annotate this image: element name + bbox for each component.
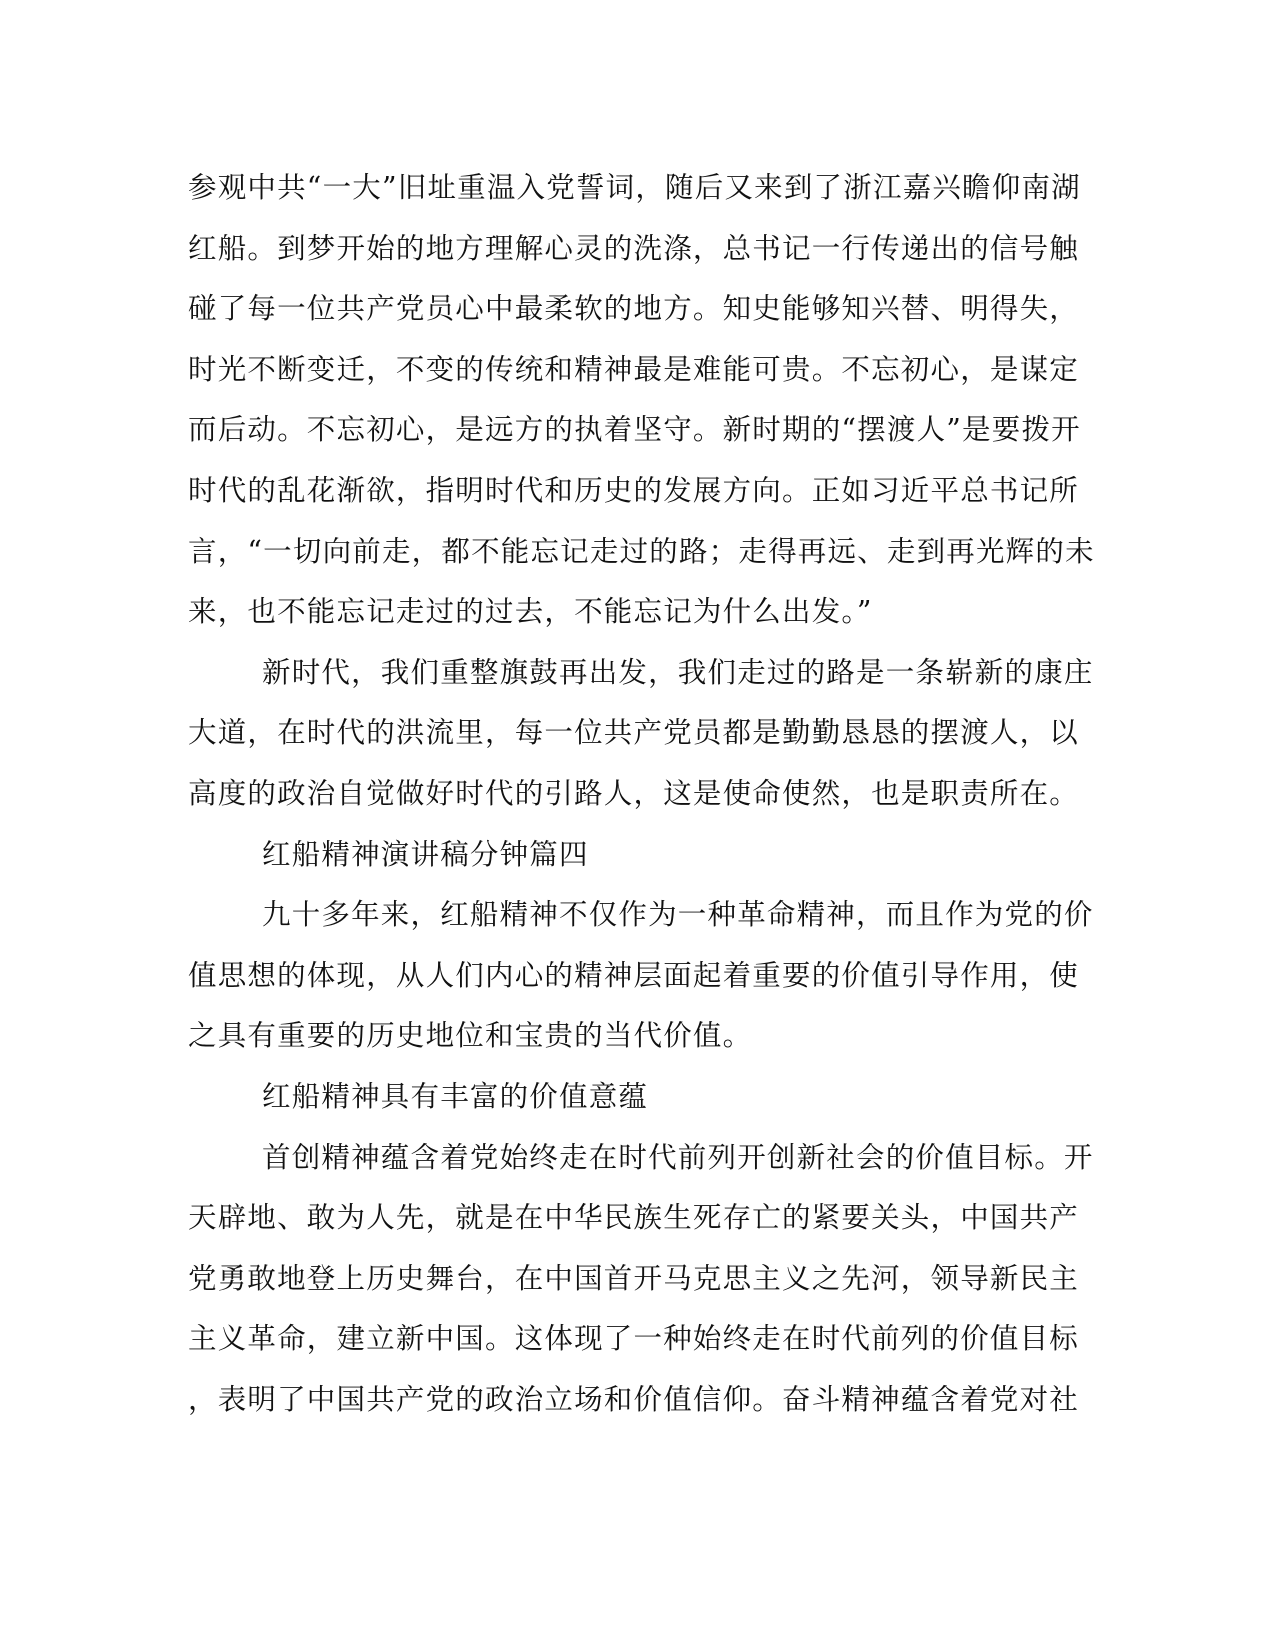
paragraph-start-line: 新时代，我们重整旗鼓再出发，我们走过的路是一条崭新的康庄 <box>262 655 1094 689</box>
subsection-heading: 红船精神具有丰富的价值意蕴 <box>262 1079 649 1113</box>
text-line: 主义革命，建立新中国。这体现了一种始终走在时代前列的价值目标 <box>188 1322 1080 1356</box>
text-line: 参观中共“一大”旧址重温入党誓词，随后又来到了浙江嘉兴瞻仰南湖 <box>188 171 1081 204</box>
text-line: 高度的政治自觉做好时代的引路人，这是使命使然，也是职责所在。 <box>188 776 1080 810</box>
body-text <box>188 158 1095 1430</box>
text-line: 值思想的体现，从人们内心的精神层面起着重要的价值引导作用，使 <box>188 958 1080 992</box>
paragraph-start-line: 九十多年来，红船精神不仅作为一种革命精神，而且作为党的价 <box>262 898 1094 932</box>
text-line: 党勇敢地登上历史舞台，在中国首开马克思主义之先河，领导新民主 <box>188 1261 1080 1295</box>
text-line: 碰了每一位共产党员心中最柔软的地方。知史能够知兴替、明得失， <box>188 292 1080 326</box>
section-heading: 红船精神演讲稿分钟篇四 <box>262 837 589 871</box>
paragraph-start-line: 首创精神蕴含着党始终走在时代前列开创新社会的价值目标。开 <box>262 1140 1094 1174</box>
text-line: 之具有重要的历史地位和宝贵的当代价值。 <box>188 1019 753 1053</box>
text-line: 来，也不能忘记走过的过去，不能忘记为什么出发。” <box>188 595 873 629</box>
text-line: 大道，在时代的洪流里，每一位共产党员都是勤勤恳恳的摆渡人，以 <box>188 716 1080 750</box>
text-line: 言，“一切向前走，都不能忘记走过的路；走得再远、走到再光辉的未 <box>188 534 1095 568</box>
text-line: ，表明了中国共产党的政治立场和价值信仰。奋斗精神蕴含着党对社 <box>188 1382 1080 1416</box>
text-line: 天辟地、敢为人先，就是在中华民族生死存亡的紧要关头，中国共产 <box>188 1201 1080 1235</box>
text-line: 时代的乱花渐欲，指明时代和历史的发展方向。正如习近平总书记所 <box>188 473 1080 507</box>
text-line: 时光不断变迁，不变的传统和精神最是难能可贵。不忘初心，是谋定 <box>188 352 1080 386</box>
text-line: 而后动。不忘初心，是远方的执着坚守。新时期的“摆渡人”是要拨开 <box>188 413 1081 447</box>
text-line: 红船。到梦开始的地方理解心灵的洗涤，总书记一行传递出的信号触 <box>188 231 1080 265</box>
